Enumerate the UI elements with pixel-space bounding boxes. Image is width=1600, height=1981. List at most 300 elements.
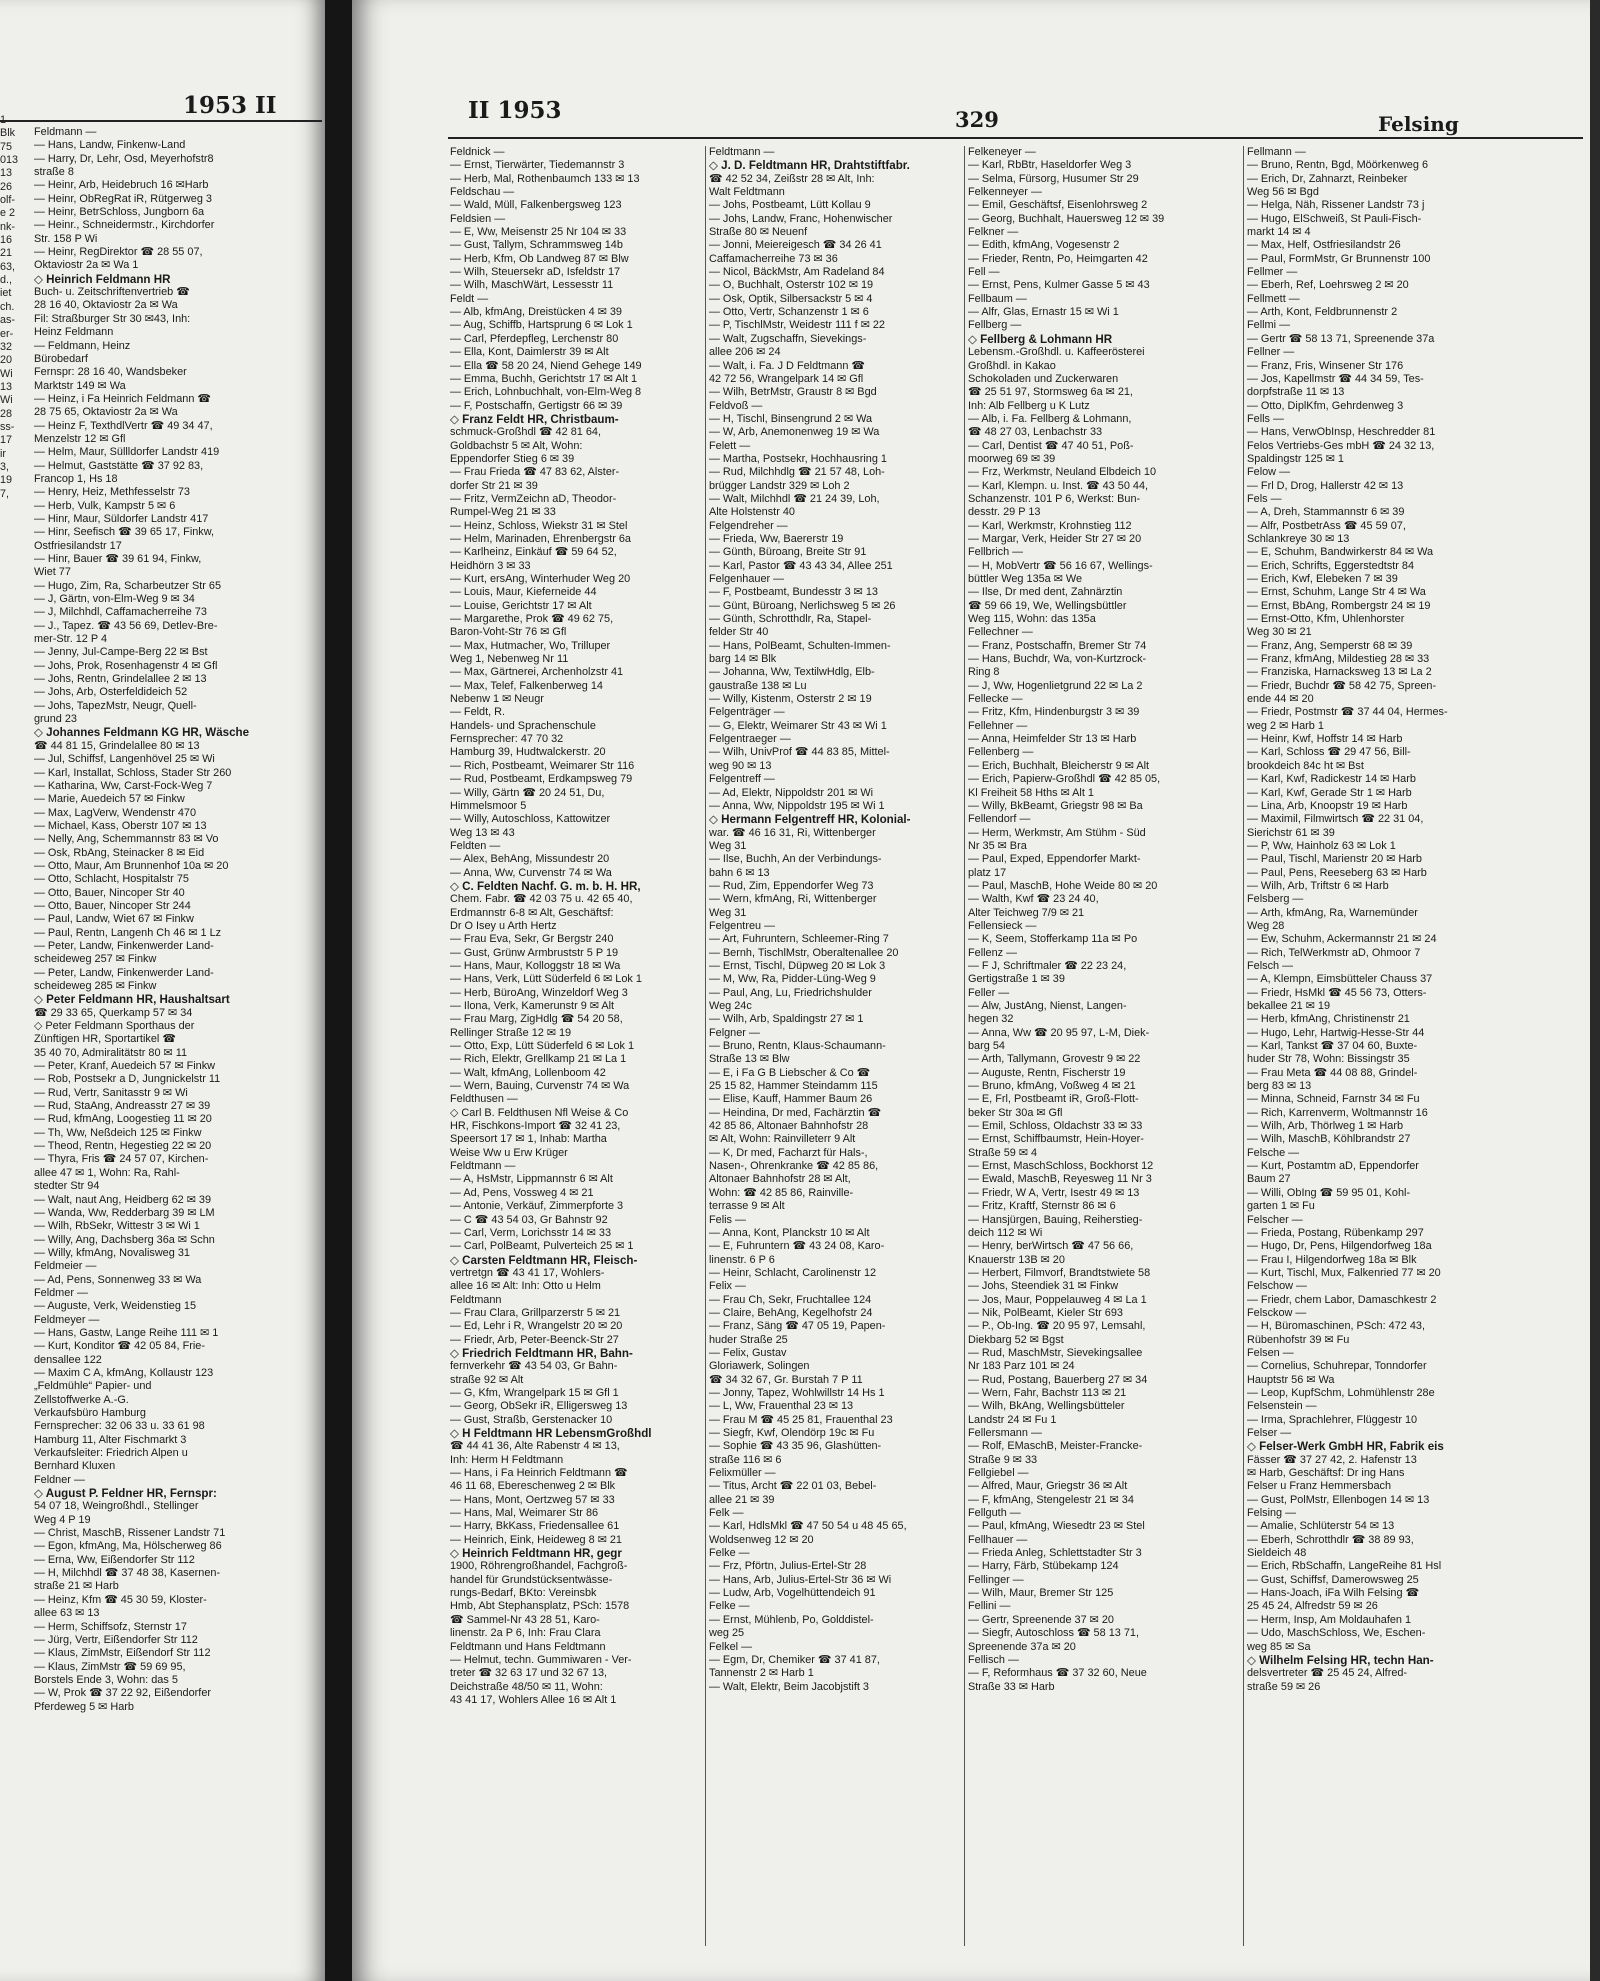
directory-entry-line: — Willy, Ang, Dachsberg 36a ✉ Schn (34, 1233, 215, 1246)
directory-entry-line: Buch- u. Zeitschriftenvertrieb ☎ (34, 286, 190, 299)
directory-entry-line: Hauptstr 56 ✉ Wa (1247, 1373, 1335, 1386)
directory-entry-line: — Ilse, Buchh, An der Verbindungs- (709, 853, 882, 866)
directory-entry-line: Feldmann — (34, 126, 97, 138)
directory-entry-line: ☎ 34 32 67, Gr. Burstah 7 P 11 (709, 1373, 863, 1386)
directory-entry-line: — Otto, DiplKfm, Gehrdenweg 3 (1247, 399, 1404, 412)
directory-entry-line: Felke — (709, 1547, 750, 1560)
directory-entry-line: Bernhard Kluxen (34, 1460, 116, 1473)
directory-entry-line: huder Straße 25 (709, 1333, 788, 1346)
directory-entry-line: — Georg, Buchhalt, Hauersweg 12 ✉ 39 (968, 212, 1165, 225)
directory-entry-line: Feldsien — (450, 212, 506, 225)
directory-entry-line: Landstr 24 ✉ Fu 1 (968, 1413, 1057, 1426)
directory-entry-line: — Eberh, Schrotthdlr ☎ 38 89 93, (1247, 1533, 1414, 1546)
directory-entry-line: ☎ 44 41 36, Alte Rabenstr 4 ✉ 13, (450, 1440, 620, 1453)
directory-entry-line: — Johs, Landw, Franc, Hohenwischer (709, 212, 893, 225)
directory-entry-line: — Wilh, MaschWärt, Lessesstr 11 (450, 279, 614, 292)
directory-entry-line: Fellisch — (968, 1653, 1019, 1666)
directory-entry-line: rungs-Bedarf, BKto: Vereinsbk (450, 1587, 597, 1600)
directory-entry-line: Fellhauer — (968, 1533, 1028, 1546)
directory-entry-line: — Osk, Optik, Silbersackstr 5 ✉ 4 (709, 292, 873, 305)
directory-entry-line: — Bruno, kfmAng, Voßweg 4 ✉ 21 (968, 1080, 1136, 1093)
directory-entry-line: 75 (0, 140, 13, 153)
directory-entry-line: d., (0, 274, 13, 287)
directory-entry-line: — Hans, Maur, Kolloggstr 18 ✉ Wa (450, 959, 621, 972)
directory-entry-line: 7, (0, 487, 10, 500)
directory-entry-line: Feller — (968, 986, 1010, 999)
directory-entry-line: straße 59 ✉ 26 (1247, 1680, 1321, 1693)
directory-entry-line: — Ernst, Mühlenb, Po, Golddistel- (709, 1613, 874, 1626)
directory-entry-line: — Louis, Maur, Kieferneide 44 (450, 586, 597, 599)
directory-entry-line: Schanzenstr. 101 P 6, Werkst: Bun- (968, 492, 1141, 505)
directory-entry-line: — Paul, FormMstr, Gr Brunnenstr 100 (1247, 252, 1431, 265)
directory-entry-line: ◇ Carsten Feldtmann HR, Fleisch- (450, 1253, 638, 1267)
directory-entry-line: handel für Grundstücksentwässe- (450, 1573, 613, 1586)
directory-entry-line: Weg 24c (709, 1000, 752, 1012)
directory-entry-line: — Heinz, Kfm ☎ 45 30 59, Kloster- (34, 1593, 207, 1606)
directory-entry-line: Fellberg — (968, 319, 1022, 332)
directory-entry-line: — Jos, Maur, Poppelauweg 4 ✉ La 1 (968, 1293, 1147, 1306)
directory-entry-line: — Paul, kfmAng, Wiesedtr 23 ✉ Stel (968, 1520, 1145, 1533)
directory-entry-line: Felgentreu — (709, 919, 775, 932)
directory-entry-line: — Margarethe, Prok ☎ 49 62 75, (450, 613, 614, 626)
directory-entry-line: — Otto, Maur, Am Brunnenhof 10a ✉ 20 (34, 859, 229, 872)
directory-entry-line: 26 (0, 180, 13, 193)
directory-entry-line: — Nelly, Ang, Schemmannstr 83 ✉ Vo (34, 833, 219, 846)
directory-entry-line: — Friedr, HsMkl ☎ 45 56 73, Otters- (1247, 986, 1427, 999)
directory-entry-line: Weg 31 (709, 839, 747, 852)
directory-entry-line: allee 206 ✉ 24 (709, 346, 781, 359)
directory-entry-line: Alte Holstenstr 40 (709, 506, 795, 519)
directory-entry-line: Feldtmann (450, 1293, 502, 1306)
directory-entry-line: Pferdeweg 5 ✉ Harb (34, 1700, 134, 1713)
directory-entry-line: — Klaus, ZimMstr, Eißendorf Str 112 (34, 1647, 211, 1660)
directory-entry-line: — Ernst, Schiffbaumstr, Hein-Hoyer- (968, 1133, 1144, 1146)
directory-entry-line: — Jos, Kapellmstr ☎ 44 34 59, Tes- (1247, 372, 1424, 385)
directory-entry-line: — Ernst, MaschSchloss, Bockhorst 12 (968, 1160, 1154, 1173)
directory-entry-line: Blk (0, 127, 15, 140)
directory-entry-line: — Franz, Postschaffn, Bremer Str 74 (968, 639, 1147, 652)
directory-entry-line: — Paul, MaschB, Hohe Weide 80 ✉ 20 (968, 879, 1158, 892)
directory-entry-line: linenstr. 2a P 6, Inh: Frau Clara (450, 1627, 601, 1640)
directory-entry-line: Felke — (709, 1600, 750, 1613)
directory-entry-line: Felscher — (1247, 1213, 1303, 1226)
directory-entry-line: — Otto, Vertr, Schanzenstr 1 ✉ 6 (709, 306, 869, 319)
directory-entry-line: Felser — (1247, 1427, 1292, 1439)
directory-entry-line: Baron-Voht-Str 76 ✉ Gfl (450, 626, 567, 639)
directory-entry-line: Feldner — (34, 1473, 85, 1486)
directory-entry-line: terrasse 9 ✉ Alt (709, 1200, 785, 1213)
directory-entry-line: Chem. Fabr. ☎ 42 03 75 u. 42 65 40, (450, 893, 633, 906)
directory-entry-line: — Ad, Pens, Vossweg 4 ✉ 21 (450, 1186, 594, 1199)
directory-entry-line: Handels- und Sprachenschule (450, 719, 596, 732)
directory-entry-line: barg 14 ✉ Blk (709, 653, 777, 666)
directory-entry-line: Felschow — (1247, 1280, 1307, 1293)
directory-entry-line: — Willi, ObIng ☎ 59 95 01, Kohl- (1247, 1186, 1411, 1199)
directory-entry-line: Nr 35 ✉ Bra (968, 839, 1027, 852)
directory-entry-line: — Martha, Postsekr, Hochhausring 1 (709, 452, 887, 465)
directory-entry-line: — Udo, MaschSchloss, We, Eschen- (1247, 1627, 1426, 1640)
directory-entry-line: Oktaviostr 2a ✉ Wa 1 (34, 259, 139, 272)
directory-entry-line: Feldmeier — (34, 1260, 97, 1273)
directory-entry-line: — Erich, Dr, Zahnarzt, Reinbeker (1247, 172, 1408, 185)
directory-entry-line: — Walt, Zugschaffn, Sievekings- (709, 332, 867, 345)
directory-entry-line: — Franz, kfmAng, Mildestieg 28 ✉ 33 (1247, 653, 1430, 666)
directory-entry-line: — Herb, BüroAng, Winzeldorf Weg 3 (450, 986, 628, 999)
directory-entry-line: — Frau M ☎ 45 25 81, Frauenthal 23 (709, 1413, 893, 1426)
directory-entry-line: — H, MobVertr ☎ 56 16 67, Wellings- (968, 559, 1153, 572)
directory-entry-line: — Ludw, Arb, Vogelhüttendeich 91 (709, 1587, 876, 1600)
directory-entry-line: — Ad, Elektr, Nippoldstr 201 ✉ Wi (709, 786, 874, 799)
directory-entry-line: — Heinr, BetrSchloss, Jungborn 6a (34, 206, 205, 219)
directory-entry-line: — Jonny, Tapez, Wohlwillstr 14 Hs 1 (709, 1386, 885, 1399)
directory-entry-line: — Karl, Tankst ☎ 37 04 60, Buxte- (1247, 1040, 1418, 1053)
directory-entry-line: — W, Arb, Anemonenweg 19 ✉ Wa (709, 426, 880, 439)
directory-entry-line: — Walth, Kwf ☎ 23 24 40, (968, 893, 1099, 906)
directory-entry-line: dorpfstraße 11 ✉ 13 (1247, 386, 1345, 399)
directory-entry-line: Zellstoffwerke A.-G. (34, 1393, 129, 1406)
directory-entry-line: — Hans, Gastw, Lange Reihe 111 ✉ 1 (34, 1326, 219, 1339)
directory-entry-line: — Arth, kfmAng, Ra, Warnemünder (1247, 906, 1418, 919)
directory-entry-line: Eppendorfer Stieg 6 ✉ 39 (450, 452, 575, 465)
directory-entry-line: — Cornelius, Schuhrepar, Tonndorfer (1247, 1360, 1427, 1373)
directory-entry-line: Großhdl. in Kakao (968, 359, 1056, 372)
directory-entry-line: 13 (0, 380, 13, 393)
directory-entry-line: — Harry, BkKass, Friedensallee 61 (450, 1520, 620, 1533)
directory-entry-line: Fellechner — (968, 626, 1033, 639)
directory-entry-line: büttler Weg 135a ✉ We (968, 573, 1083, 585)
directory-entry-line: Fellbaum — (968, 292, 1027, 305)
directory-entry-line: Altonaer Bahnhofstr 28 ✉ Alt, (709, 1173, 851, 1186)
directory-entry-line: 20 (0, 354, 13, 367)
directory-entry-line: — E, Ww, Meisenstr 25 Nr 104 ✉ 33 (450, 226, 627, 239)
directory-entry-line: — H, Büromaschinen, PSch: 472 43, (1247, 1320, 1425, 1333)
directory-entry-line: Speersort 17 ✉ 1, Inhab: Martha (450, 1133, 607, 1146)
directory-entry-line: — Max, Helf, Ostfriesilandstr 26 (1247, 239, 1401, 252)
directory-entry-line: ◇ C. Feldten Nachf. G. m. b. H. HR, (450, 879, 641, 893)
directory-entry-line: Caffamacherreihe 73 ✉ 36 (709, 252, 838, 265)
directory-entry-line: — Paul, Exped, Eppendorfer Markt- (968, 853, 1141, 866)
directory-entry-line: Walt Feldtmann (709, 186, 785, 199)
directory-entry-line: — Otto, Schlacht, Hospitalstr 75 (34, 873, 189, 886)
directory-entry-line: ch. (0, 300, 15, 313)
directory-entry-line: — Ernst, Pens, Kulmer Gasse 5 ✉ 43 (968, 279, 1150, 292)
directory-entry-line: scheideweg 285 ✉ Finkw (34, 980, 157, 992)
directory-entry-line: — Günth, Schrotthdlr, Ra, Stapel- (709, 613, 872, 626)
directory-entry-line: Weg 13 ✉ 43 (450, 826, 515, 839)
directory-entry-line: platz 17 (968, 866, 1007, 879)
directory-entry-line: — Heinz F, TexthdlVertr ☎ 49 34 47, (34, 419, 213, 432)
directory-entry-line: Himmelsmoor 5 (450, 799, 527, 812)
directory-entry-line: — Heinr, Kwf, Hoffstr 14 ✉ Harb (1247, 733, 1403, 746)
directory-entry-line: Hamburg 11, Alter Fischmarkt 3 (34, 1433, 187, 1446)
directory-entry-line: — Jonni, Meiereigesch ☎ 34 26 41 (709, 239, 882, 252)
directory-entry-line: ☎ Sammel-Nr 43 28 51, Karo- (450, 1613, 600, 1626)
directory-entry-line: — Harry, Färb, Stübekamp 124 (968, 1560, 1119, 1573)
directory-entry-line: — Wilh, Steuersekr aD, Isfeldstr 17 (450, 266, 621, 279)
directory-entry-line: — Nik, PolBeamt, Kieler Str 693 (968, 1306, 1123, 1319)
directory-entry-line: — Hans, Arb, Julius-Ertel-Str 36 ✉ Wi (709, 1573, 892, 1586)
directory-entry-line: Str. 158 P Wi (34, 232, 98, 245)
directory-entry-line: — Hans, i Fa Heinrich Feldtmann ☎ (450, 1467, 628, 1480)
directory-entry-line: — Friedr, Postmstr ☎ 37 44 04, Hermes- (1247, 706, 1448, 719)
directory-entry-line: ◇ Franz Feldt HR, Christbaum- (450, 412, 619, 426)
directory-entry-line: Schlankreye 30 ✉ 13 (1247, 532, 1350, 545)
directory-entry-line: — Edith, kfmAng, Vogesenstr 2 (968, 239, 1120, 252)
directory-entry-line: Weg 56 ✉ Bgd (1247, 186, 1319, 199)
directory-entry-line: — Ernst, BbAng, Rombergstr 24 ✉ 19 (1247, 599, 1431, 612)
directory-entry-line: — Hansjürgen, Bauing, Reiherstieg- (968, 1213, 1143, 1226)
directory-entry-line: Fässer ☎ 37 27 42, 2. Hafenstr 13 (1247, 1453, 1417, 1466)
directory-entry-line: — Frieda, Postang, Rübenkamp 297 (1247, 1226, 1424, 1239)
directory-entry-line: — Walt, naut Ang, Heidberg 62 ✉ 39 (34, 1193, 212, 1206)
directory-entry-line: Felgentraeger — (709, 733, 791, 746)
directory-entry-line: stedter Str 94 (34, 1180, 100, 1193)
directory-entry-line: allee 63 ✉ 13 (34, 1607, 100, 1620)
directory-entry-line: Tannenstr 2 ✉ Harb 1 (709, 1667, 814, 1680)
directory-entry-line: ss- (0, 420, 15, 433)
directory-entry-line: — Auguste, Rentn, Fischerstr 19 (968, 1066, 1126, 1079)
directory-entry-line: — M, Ww, Ra, Pidder-Lüng-Weg 9 (709, 973, 876, 986)
directory-entry-line: Knauerstr 13B ✉ 20 (968, 1253, 1065, 1266)
directory-entry-line: e 2 (0, 207, 16, 220)
directory-entry-line: — Wern, kfmAng, Ri, Wittenberger (709, 893, 877, 906)
directory-entry-line: — Johs, Steendiek 31 ✉ Finkw (968, 1280, 1119, 1293)
directory-entry-line: 13 (0, 167, 13, 180)
directory-entry-line: berg 83 ✉ 13 (1247, 1080, 1312, 1093)
directory-entry-line: — Emil, Geschäftsf, Eisenlohrsweg 2 (968, 199, 1148, 212)
directory-entry-line: 35 40 70, Admiralitätstr 80 ✉ 11 (34, 1046, 188, 1059)
column-divider (1243, 146, 1244, 1946)
directory-entry-line: — H, Tischl, Binsengrund 2 ✉ Wa (709, 412, 873, 425)
directory-entry-line: Dr O Isey u Arth Hertz (450, 919, 557, 932)
directory-entry-line: — Wilh, MaschB, Köhlbrandstr 27 (1247, 1133, 1411, 1146)
directory-entry-line: — Karl, Werkmstr, Krohnstieg 112 (968, 519, 1132, 532)
directory-entry-line: Menzelstr 12 ✉ Gfl (34, 432, 126, 445)
directory-entry-line: — Wald, Müll, Falkenbergsweg 123 (450, 199, 622, 212)
directory-entry-line: — Gust, Straßb, Gerstenacker 10 (450, 1413, 613, 1426)
directory-entry-line: — Kurt, Postamtm aD, Eppendorfer (1247, 1160, 1419, 1173)
directory-entry-line: — F J, Schriftmaler ☎ 22 23 24, (968, 959, 1127, 972)
directory-entry-line: — Hinr, Bauer ☎ 39 61 94, Finkw, (34, 553, 202, 565)
directory-entry-line: — Herb, Mal, Rothenbaumch 133 ✉ 13 (450, 172, 640, 185)
directory-entry-line: — Friedr, chem Labor, Damaschkestr 2 (1247, 1293, 1437, 1306)
directory-entry-line: — Alw, JustAng, Nienst, Langen- (968, 1000, 1127, 1012)
directory-entry-line: weg 2 ✉ Harb 1 (1247, 719, 1324, 732)
directory-entry-line: — Rich, Postbeamt, Weimarer Str 116 (450, 759, 635, 772)
directory-entry-line: — Willy, Kistenm, Osterstr 2 ✉ 19 (709, 693, 872, 706)
directory-entry-line: — Franz, Säng ☎ 47 05 19, Papen- (709, 1320, 886, 1333)
directory-entry-line: Fellmer — (1247, 266, 1298, 279)
directory-entry-line: Heidhörn 3 ✉ 33 (450, 559, 531, 572)
directory-entry-line: 42 85 86, Altonaer Bahnhofstr 28 (709, 1120, 869, 1133)
directory-entry-line: 25 15 82, Hammer Steindamm 115 (709, 1080, 878, 1093)
directory-entry-line: — P, Ww, Hainholz 63 ✉ Lok 1 (1247, 839, 1396, 852)
directory-entry-line: Fellenz — (968, 946, 1018, 959)
directory-entry-line: Marktstr 149 ✉ Wa (34, 379, 126, 392)
directory-entry-line: — Jenny, Jul-Campe-Berg 22 ✉ Bst (34, 646, 208, 659)
directory-entry-line: — Selma, Fürsorg, Husumer Str 29 (968, 172, 1139, 185)
directory-entry-line: Felix — (709, 1280, 746, 1293)
directory-entry-line: — Claire, BehAng, Kegelhofstr 24 (709, 1306, 873, 1319)
directory-entry-line: ◇ Carl B. Feldthusen Nfl Weise & Co (450, 1106, 629, 1119)
directory-column-2 (709, 146, 962, 1694)
directory-entry-line: — A, Dreh, Stammannstr 6 ✉ 39 (1247, 506, 1405, 519)
right-header-rule (448, 137, 1583, 139)
directory-entry-line: — Gust, Grünw Armbruststr 5 P 19 (450, 946, 619, 959)
directory-entry-line: — Hugo, ElSchweiß, St Pauli-Fisch- (1247, 212, 1422, 225)
directory-entry-line: — Heindina, Dr med, Fachärztin ☎ (709, 1106, 882, 1119)
directory-entry-line: Fernspr: 28 16 40, Wandsbeker (34, 366, 187, 379)
directory-entry-line: Feldmer — (34, 1286, 88, 1299)
directory-entry-line: Felow — (1247, 466, 1290, 479)
directory-entry-line: — Anna, Kont, Planckstr 10 ✉ Alt (709, 1226, 870, 1239)
directory-entry-line: — O, Buchhalt, Osterstr 102 ✉ 19 (709, 279, 874, 292)
directory-entry-line: 43 41 17, Wohlers Allee 16 ✉ Alt 1 (450, 1693, 617, 1706)
directory-entry-line: ◇ Hermann Felgentreff HR, Kolonial- (709, 813, 911, 827)
directory-entry-line: — Friedr, Buchdr ☎ 58 42 75, Spreen- (1247, 679, 1437, 692)
directory-entry-line: — Alfr, Glas, Ernastr 15 ✉ Wi 1 (968, 306, 1119, 319)
left-page-header-year: 1953 II (183, 92, 277, 119)
directory-entry-line: 16 (0, 234, 13, 247)
directory-entry-line: — Hans, Buchdr, Wa, von-Kurtzrock- (968, 653, 1147, 666)
directory-entry-line: — Friedr, W A, Vertr, Isestr 49 ✉ 13 (968, 1186, 1140, 1199)
directory-entry-line: Fellmi — (1247, 319, 1290, 332)
directory-entry-line: — Heinrich, Eink, Heideweg 8 ✉ 21 (450, 1533, 622, 1546)
directory-entry-line: 28 75 65, Oktaviostr 2a ✉ Wa (34, 406, 178, 419)
directory-entry-line: Feldmeyer — (34, 1313, 100, 1326)
directory-entry-line: ◇ H Feldtmann HR LebensmGroßhdl (450, 1427, 652, 1440)
directory-entry-line: — Auguste, Verk, Weidenstieg 15 (34, 1300, 197, 1313)
directory-entry-line: linenstr. 6 P 6 (709, 1253, 775, 1266)
directory-entry-line: ◇ Peter Feldmann HR, Haushaltsart (34, 993, 230, 1007)
directory-entry-line: 46 11 68, Ebereschenweg 2 ✉ Blk (450, 1480, 616, 1493)
directory-entry-line: Fellini — (968, 1600, 1011, 1613)
directory-entry-line: Feldt — (450, 292, 489, 305)
directory-entry-line: — Rud, Postbeamt, Erdkampsweg 79 (450, 773, 633, 786)
directory-entry-line: — Helmut, Gaststätte ☎ 37 92 83, (34, 459, 204, 472)
directory-entry-line: — Osk, RbAng, Steinacker 8 ✉ Eid (34, 846, 205, 859)
directory-entry-line: — Alb, i. Fa. Fellberg & Lohmann, (968, 412, 1132, 425)
directory-entry-line: beker Str 30a ✉ Gfl (968, 1106, 1063, 1119)
directory-entry-line: — Titus, Archt ☎ 22 01 03, Bebel- (709, 1480, 877, 1493)
directory-entry-line: — Erna, Ww, Eißendorfer Str 112 (34, 1553, 195, 1566)
directory-entry-line: straße 92 ✉ Alt (450, 1373, 524, 1386)
directory-entry-line: — Ilona, Verk, Kamerunstr 9 ✉ Alt (450, 1000, 615, 1012)
directory-entry-line: — Otto, Bauer, Nincoper Str 244 (34, 899, 191, 912)
directory-entry-line: — E, Frl, Postbeamt iR, Groß-Flott- (968, 1093, 1139, 1106)
directory-entry-line: 19 (0, 474, 13, 487)
directory-entry-line: Felixmüller — (709, 1467, 776, 1480)
directory-entry-line: Felser u Franz Hemmersbach (1247, 1480, 1392, 1493)
directory-entry-line: — Karl, Pastor ☎ 43 43 34, Allee 251 (709, 559, 893, 572)
directory-entry-line: — Alfred, Maur, Griegstr 36 ✉ Alt (968, 1480, 1128, 1493)
directory-entry-line: Feldschau — (450, 186, 515, 199)
directory-entry-line: — Ew, Schuhm, Ackermannstr 21 ✉ 24 (1247, 933, 1437, 946)
directory-entry-line: — Hans, Verk, Lütt Süderfeld 6 ✉ Lok 1 (450, 973, 642, 986)
directory-entry-line: Straße 9 ✉ 33 (968, 1453, 1038, 1466)
directory-entry-line: Weg 115, Wohn: das 135a (968, 613, 1096, 626)
directory-entry-line: — G, Elektr, Weimarer Str 43 ✉ Wi 1 (709, 719, 887, 732)
directory-entry-line: — Heinr., Schneidermstr., Kirchdorfer (34, 219, 215, 232)
directory-entry-line: — Th, Ww, Neßdeich 125 ✉ Finkw (34, 1126, 202, 1139)
directory-entry-line: Straße 13 ✉ Blw (709, 1053, 790, 1066)
directory-entry-line: — Max, Hutmacher, Wo, Trilluper (450, 639, 611, 652)
directory-entry-line: Feldtmann — (709, 146, 775, 158)
directory-entry-line: — Margar, Verk, Heider Str 27 ✉ 20 (968, 532, 1142, 545)
directory-entry-line: — Jul, Schiffsf, Langenhövel 25 ✉ Wi (34, 753, 215, 766)
directory-entry-line: — Helmut, techn. Gummiwaren - Ver- (450, 1653, 632, 1666)
directory-entry-line: Felkel — (709, 1640, 752, 1653)
directory-entry-line: — Thyra, Fris ☎ 24 57 07, Kirchen- (34, 1153, 209, 1166)
directory-entry-line: — Ella ☎ 58 20 24, Niend Gehege 149 (450, 359, 642, 372)
directory-entry-line: — Carl, Verm, Lorichsstr 14 ✉ 33 (450, 1226, 612, 1239)
directory-entry-line: Alter Teichweg 7/9 ✉ 21 (968, 906, 1085, 919)
directory-entry-line: markt 14 ✉ 4 (1247, 226, 1311, 239)
directory-entry-line: — Peter, Landw, Finkenwerder Land- (34, 939, 214, 952)
book-gutter (325, 0, 352, 1981)
directory-entry-line: Felgendreher — (709, 519, 788, 532)
directory-entry-line: ◇ August P. Feldner HR, Fernspr: (34, 1487, 217, 1501)
directory-entry-line: — Ernst, Tierwärter, Tiedemannstr 3 (450, 159, 625, 172)
directory-entry-line: — Hans, Mal, Weimarer Str 86 (450, 1507, 599, 1520)
directory-entry-line: — Herm, Schiffsofz, Sternstr 17 (34, 1620, 187, 1633)
directory-entry-line: — Heinr, ObRegRat iR, Rütgerweg 3 (34, 192, 212, 205)
directory-entry-line: — Anna, Ww ☎ 20 95 97, L-M, Diek- (968, 1026, 1150, 1039)
directory-entry-line: Feldvoß — (709, 399, 763, 412)
directory-entry-line: — Rud, Milchhdlg ☎ 21 57 48, Loh- (709, 466, 885, 479)
directory-entry-line: — Alb, kfmAng, Dreistücken 4 ✉ 39 (450, 306, 622, 319)
directory-entry-line: weg 85 ✉ Sa (1247, 1640, 1311, 1653)
directory-entry-line: — A, Klempn, Eimsbütteler Chauss 37 (1247, 973, 1433, 986)
directory-entry-line: Heinz Feldmann (34, 326, 114, 339)
directory-entry-line: — Karlheinz, Einkäuf ☎ 59 64 52, (450, 546, 617, 559)
directory-entry-line: — Herb, Kfm, Ob Landweg 87 ✉ Blw (450, 252, 629, 265)
directory-entry-line: — Frz, Werkmstr, Neuland Elbdeich 10 (968, 466, 1157, 479)
directory-entry-line: — Alfr, PostbetrAss ☎ 45 59 07, (1247, 519, 1406, 532)
directory-entry-line: olf- (0, 194, 15, 207)
directory-entry-line: — J, Gärtn, von-Elm-Weg 9 ✉ 34 (34, 593, 195, 606)
directory-entry-line: Felsche — (1247, 1146, 1300, 1159)
directory-entry-line: — Georg, ObSekr iR, Elligersweg 13 (450, 1400, 628, 1413)
directory-entry-line: — Rud, StaAng, Andreasstr 27 ✉ 39 (34, 1100, 211, 1113)
directory-entry-line: Felsing — (1247, 1507, 1297, 1520)
directory-entry-line: — Heinz, i Fa Heinrich Feldmann ☎ (34, 392, 211, 405)
directory-entry-line: — Hinr, Maur, Süldorfer Landstr 417 (34, 512, 209, 525)
directory-entry-line: treter ☎ 32 63 17 und 32 67 13, (450, 1667, 608, 1680)
directory-entry-line: — Hans, Mont, Oertzweg 57 ✉ 33 (450, 1493, 615, 1506)
directory-entry-line: — Rich, Karrenverm, Woltmannstr 16 (1247, 1106, 1428, 1119)
directory-entry-line: — Wilh, Arb, Triftstr 6 ✉ Harb (1247, 879, 1389, 892)
directory-entry-line: — Johs, TapezMstr, Neugr, Quell- (34, 699, 197, 712)
directory-entry-line: — Johs, Postbeamt, Lütt Kollau 9 (709, 199, 871, 212)
directory-entry-line: — Johanna, Ww, TextilwHdlg, Elb- (709, 666, 875, 679)
directory-entry-line: — Franz, Fris, Winsener Str 176 (1247, 359, 1404, 372)
directory-entry-line: Felsch — (1247, 959, 1293, 972)
directory-entry-line: — Jürg, Vertr, Eißendorfer Str 112 (34, 1633, 198, 1646)
directory-entry-line: — Erich, Buchhalt, Bleicherstr 9 ✉ Alt (968, 759, 1150, 772)
directory-entry-line: — Erich, RbSchaffn, LangeReihe 81 Hsl (1247, 1560, 1442, 1573)
directory-entry-line: — F, kfmAng, Stengelestr 21 ✉ 34 (968, 1493, 1134, 1506)
directory-entry-line: Fil: Straßburger Str 30 ✉43, Inh: (34, 312, 191, 325)
directory-entry-line: — Ilse, Dr med dent, Zahnärztin (968, 586, 1123, 599)
directory-entry-line: brügger Landstr 329 ✉ Loh 2 (709, 479, 850, 492)
directory-entry-line: densallee 122 (34, 1353, 102, 1366)
directory-entry-line: — Willy, Autoschloss, Kattowitzer (450, 813, 611, 826)
directory-entry-line: Fell — (968, 266, 1000, 279)
directory-entry-line: ◇ Heinrich Feldtmann HR, gegr (450, 1547, 622, 1561)
directory-entry-line: — Rich, Elektr, Grellkamp 21 ✉ La 1 (450, 1053, 627, 1066)
directory-entry-line: — Hans, VerwObInsp, Heschredder 81 (1247, 426, 1436, 439)
